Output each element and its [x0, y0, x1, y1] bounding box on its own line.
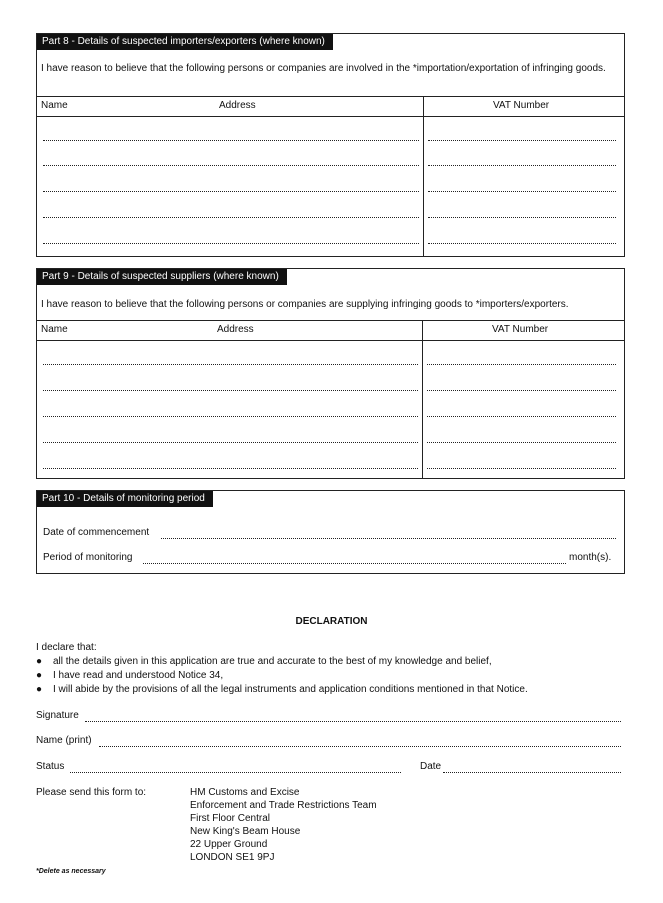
- name-field[interactable]: [99, 746, 621, 747]
- signature-label: Signature: [36, 710, 79, 721]
- part9-row1-vat[interactable]: [427, 364, 616, 365]
- date-field[interactable]: [443, 772, 621, 773]
- part9-col-vat: VAT Number: [492, 324, 549, 335]
- signature-field[interactable]: [85, 721, 621, 722]
- part8-row2-vat[interactable]: [428, 165, 616, 166]
- part9-row3-vat[interactable]: [427, 416, 616, 417]
- commencement-label: Date of commencement: [43, 527, 150, 538]
- part8-row2-name[interactable]: [43, 165, 419, 166]
- part8-divider: [423, 97, 424, 257]
- address-line: Enforcement and Trade Restrictions Team: [190, 800, 377, 811]
- bullet-mark: ●: [36, 670, 43, 681]
- bullet-text: I will abide by the provisions of all the legal instruments and application conditions mentioned in that Notice.: [53, 684, 528, 695]
- part8-row4-vat[interactable]: [428, 217, 616, 218]
- declaration-bullet-3: [36, 684, 528, 695]
- part8-intro: I have reason to believe that the following persons or companies are involved in the *importation/exportation of infringing goods.: [41, 63, 606, 74]
- part8-header-rule: [37, 116, 624, 117]
- part8-row1-vat[interactable]: [428, 140, 616, 141]
- part8-row5-vat[interactable]: [428, 243, 616, 244]
- bullet-mark: ●: [36, 684, 43, 695]
- part8-row5-name[interactable]: [43, 243, 419, 244]
- part9-table: [37, 320, 624, 479]
- commencement-field[interactable]: [161, 538, 616, 539]
- part9-row2-name[interactable]: [43, 390, 418, 391]
- part8-row3-name[interactable]: [43, 191, 419, 192]
- declaration-title: DECLARATION: [295, 616, 368, 627]
- part9-intro: I have reason to believe that the following persons or companies are supplying infringing goods to *importers/exporters.: [41, 299, 569, 310]
- period-suffix: month(s).: [569, 552, 612, 563]
- address-line: First Floor Central: [190, 813, 271, 824]
- part8-row1-name[interactable]: [43, 140, 419, 141]
- part9-row3-name[interactable]: [43, 416, 418, 417]
- address-line: LONDON SE1 9PJ: [190, 852, 275, 863]
- part9-header: Part 9 - Details of suspected suppliers (where known): [37, 269, 287, 285]
- part9-row4-name[interactable]: [43, 442, 418, 443]
- declaration-bullet-2: [36, 670, 223, 681]
- part8-row4-name[interactable]: [43, 217, 419, 218]
- part9-row2-vat[interactable]: [427, 390, 616, 391]
- part9-section: [36, 268, 625, 479]
- part8-row3-vat[interactable]: [428, 191, 616, 192]
- address-line: New King's Beam House: [190, 826, 301, 837]
- part9-col-name: Name: [41, 324, 68, 335]
- bullet-text: I have read and understood Notice 34,: [53, 670, 224, 681]
- part8-col-vat: VAT Number: [493, 100, 550, 111]
- bullet-text: all the details given in this application are true and accurate to the best of my knowledge and belief,: [53, 656, 492, 667]
- address-line: HM Customs and Excise: [190, 787, 300, 798]
- part9-header-rule: [37, 340, 624, 341]
- declaration-bullet-1: [36, 656, 492, 667]
- part8-col-name: Name: [41, 100, 68, 111]
- part10-header: Part 10 - Details of monitoring period: [37, 491, 213, 507]
- period-label: Period of monitoring: [43, 552, 133, 563]
- part9-row5-name[interactable]: [43, 468, 418, 469]
- part9-row4-vat[interactable]: [427, 442, 616, 443]
- date-label: Date: [420, 761, 442, 772]
- part9-row1-name[interactable]: [43, 364, 418, 365]
- name-label: Name (print): [36, 735, 92, 746]
- status-field[interactable]: [70, 772, 401, 773]
- part10-section: [36, 490, 625, 574]
- part8-header: Part 8 - Details of suspected importers/exporters (where known): [37, 34, 333, 50]
- status-label: Status: [36, 761, 65, 772]
- footnote: *Delete as necessary: [36, 868, 106, 875]
- declaration-intro: I declare that:: [36, 642, 97, 653]
- part9-divider: [422, 321, 423, 479]
- part8-col-address: Address: [219, 100, 256, 111]
- part9-row5-vat[interactable]: [427, 468, 616, 469]
- address-line: 22 Upper Ground: [190, 839, 268, 850]
- part8-section: [36, 33, 625, 257]
- part8-table: [37, 96, 624, 257]
- period-field[interactable]: [143, 563, 566, 564]
- bullet-mark: ●: [36, 656, 43, 667]
- part9-col-address: Address: [217, 324, 254, 335]
- send-label: Please send this form to:: [36, 787, 147, 798]
